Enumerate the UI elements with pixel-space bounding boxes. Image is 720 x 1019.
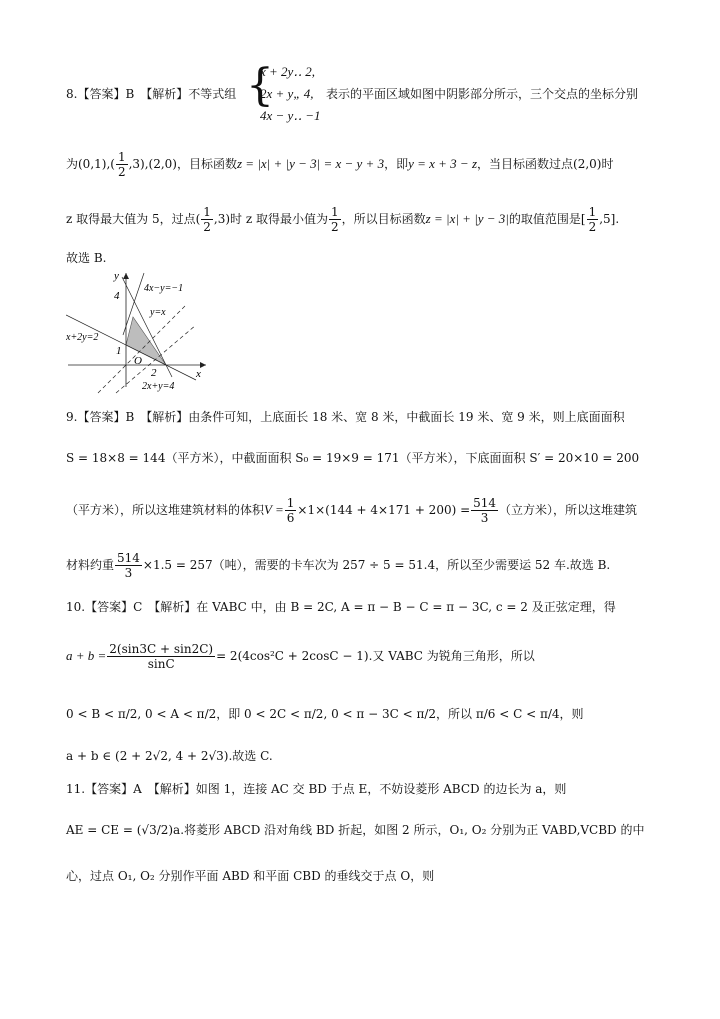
tick-y1: 1 — [116, 345, 122, 357]
q8-line3: z 取得最大值为 5，过点( $\frac{1}{2}$ ,3)时 z 取得最小值为 $\frac{1}{2}$ ，所以目标函数z = |x| + |y − 3|的取值范围是[ $\frac{1}{2}$ ,5]. — [66, 205, 620, 234]
x-arrow — [200, 362, 206, 368]
inequality-3: 4x − y‥ −1 — [260, 108, 321, 123]
label-4x-y: 4x−y=−1 — [144, 283, 184, 294]
fraction: $\frac{1}{2}$ — [203, 205, 211, 234]
tick-y4: 4 — [114, 290, 120, 302]
q11-line3: 心，过点 O₁, O₂ 分别作平面 ABD 和平面 CBD 的垂线交于点 O，则 — [66, 869, 435, 883]
q10-line4: a + b ∈ (2 + 2√2, 4 + 2√3).故选 C. — [66, 749, 273, 763]
inequality-2: 2x + y„ 4, — [260, 86, 314, 101]
fraction: $\frac{1}{2}$ — [117, 150, 126, 179]
shaded-region — [126, 317, 166, 365]
fraction: $\frac{514}{3}$ — [473, 496, 497, 525]
system-brace: { — [246, 60, 274, 111]
x-axis-label: x — [196, 368, 201, 380]
inequality-1: x + 2y‥ 2, — [260, 64, 315, 79]
fraction: $\frac{1}{6}$ — [286, 496, 295, 525]
fraction: $\frac{514}{3}$ — [117, 551, 140, 580]
q9-line1: 9.【答案】B 【解析】由条件可知，上底面长 18 米、宽 8 米，中截面长 19 米、宽 9 米，则上底面面积 — [66, 410, 625, 424]
q8-head: 8.【答案】B 【解析】不等式组 — [66, 87, 237, 101]
label-2xy: 2x+y=4 — [142, 381, 175, 392]
y-arrow — [123, 273, 129, 279]
fraction: $\frac{1}{2}$ — [331, 205, 339, 234]
q8-tail: 表示的平面区域如图中阴影部分所示，三个交点的坐标分别 — [326, 87, 639, 101]
q10-line2: a + b = $\frac{2(\sin 3C + \sin 2C)}{\sin C}$ = 2(4cos²C + 2cosC − 1).又 VABC 为锐角三角形，所以 — [66, 642, 535, 671]
fraction: $\frac{2(\sin 3C + \sin 2C)}{\sin C}$ — [109, 642, 214, 671]
region-graph — [66, 268, 211, 398]
q11-line2: AE = CE = (√3/2)a.将菱形 ABCD 沿对角线 BD 折起，如图 2 所示，O₁, O₂ 分别为正 VABD,VCBD 的中 — [66, 823, 645, 837]
q9-line2: S = 18×8 = 144（平方米），中截面面积 S₀ = 19×9 = 171（平方米），下底面面积 S′ = 20×10 = 200 — [66, 451, 640, 465]
q11-line1: 11.【答案】A 【解析】如图 1，连接 AC 交 BD 于点 E，不妨设菱形 ABCD 的边长为 a，则 — [66, 782, 567, 796]
q9-line4: 材料约重 $\frac{514}{3}$ ×1.5 = 257（吨），需要的卡车次为 257 ÷ 5 = 51.4，所以至少需要运 52 车.故选 B. — [66, 551, 611, 580]
label-x2y: x+2y=2 — [66, 332, 99, 343]
y-axis-label: y — [114, 270, 119, 282]
fraction: $\frac{1}{2}$ — [588, 205, 597, 234]
q9-line3: （平方米），所以这堆建筑材料的体积V = $\frac{1}{6}$ ×1×(144 + 4×171 + 200) = $\frac{514}{3}$ （立方米），所以这堆建筑 — [66, 496, 638, 525]
q8-conclusion: 故选 B. — [66, 251, 107, 265]
q8-line2: 为(0,1),( $\frac{1}{2}$ ,3),(2,0)，目标函数z = |x| + |y − 3| = x − y + 3，即y = x + 3 − z，当目标函数过点(2,0)时 — [66, 150, 614, 179]
q10-line1: 10.【答案】C 【解析】在 VABC 中，由 B = 2C, A = π − B − C = π − 3C, c = 2 及正弦定理，得 — [66, 600, 616, 614]
q10-line3: 0 < B < π/2, 0 < A < π/2，即 0 < 2C < π/2, 0 < π − 3C < π/2，所以 π/6 < C < π/4，则 — [66, 707, 584, 721]
tick-x2: 2 — [151, 367, 157, 379]
label-y-x: y=x — [150, 307, 166, 318]
origin-label: O — [134, 355, 142, 367]
